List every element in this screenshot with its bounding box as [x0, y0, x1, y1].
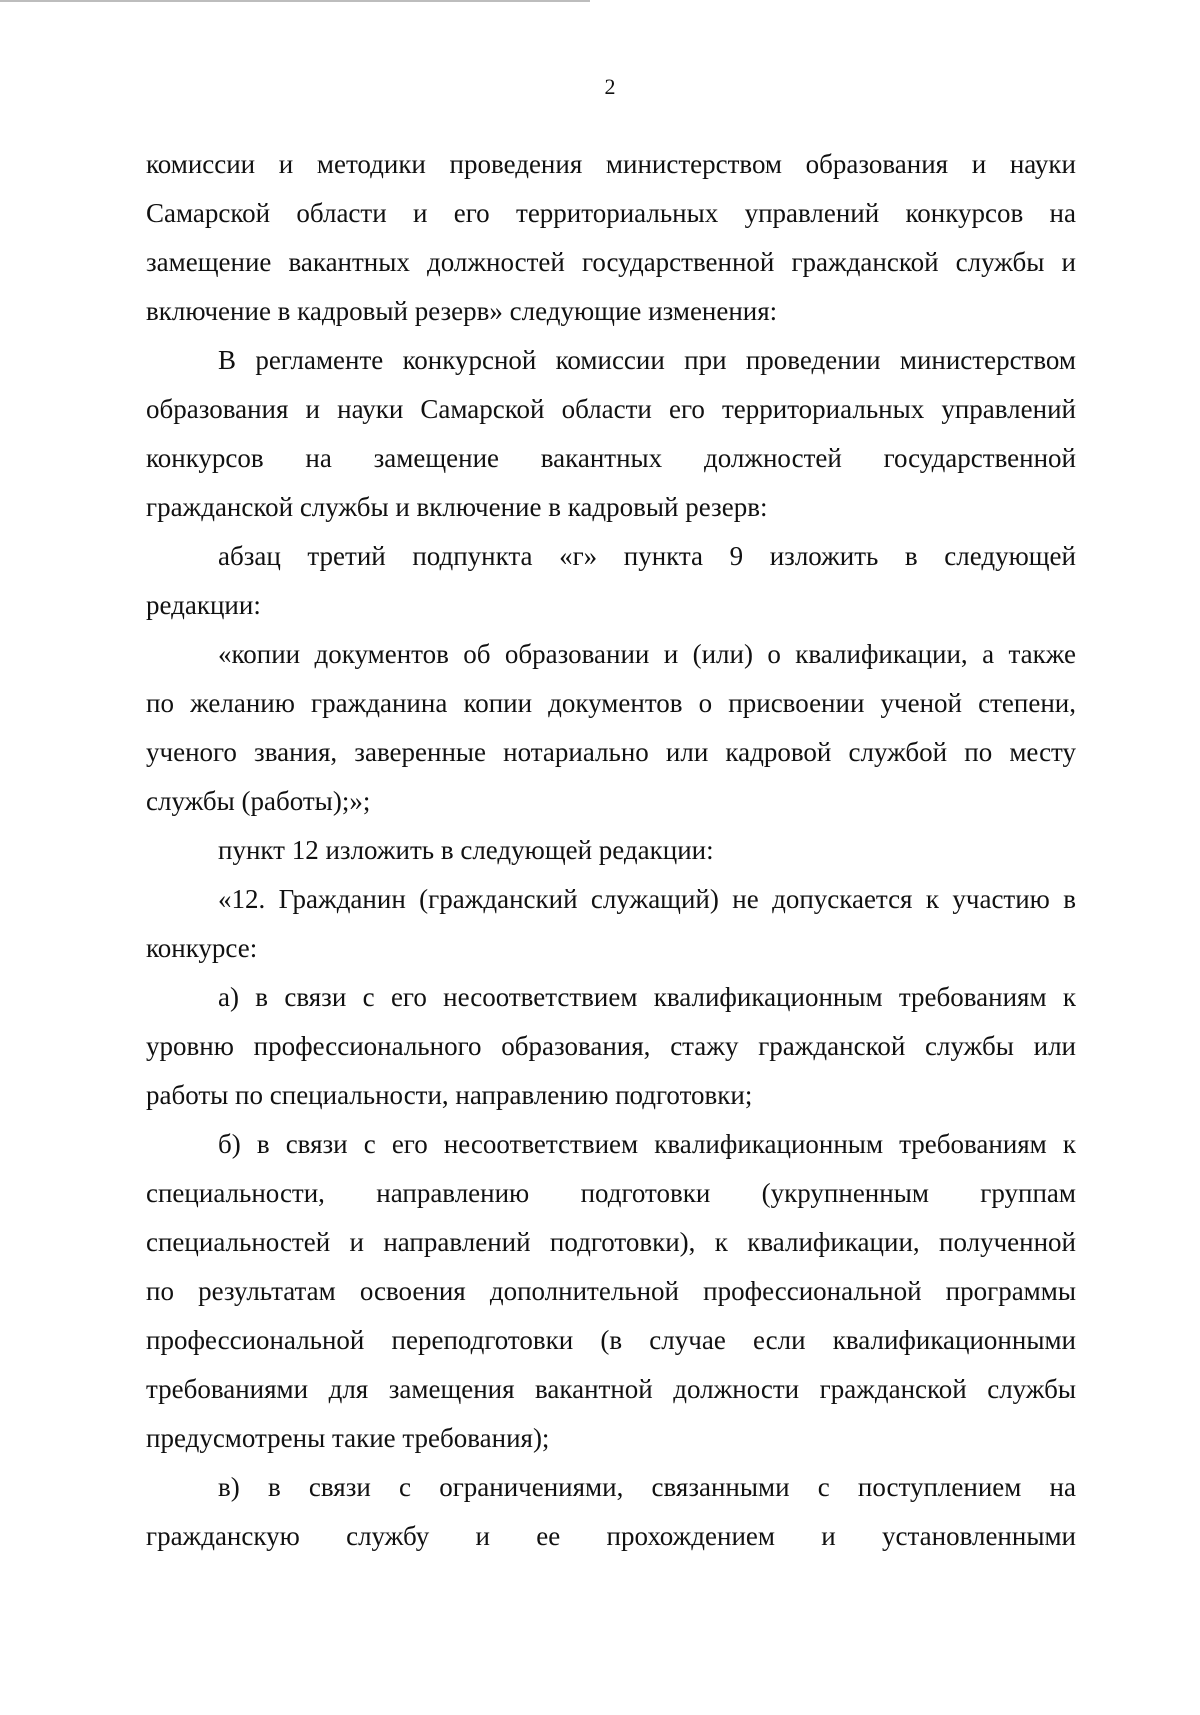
text-line: уровню профессионального образования, стажу гражданской службы или	[146, 1031, 1076, 1061]
text-line: замещение вакантных должностей государственной гражданской службы и	[146, 247, 1076, 277]
text-line: «копии документов об образовании и (или) о квалификации, а также	[218, 639, 1076, 669]
text-line: В регламенте конкурсной комиссии при проведении министерством	[218, 345, 1076, 375]
text-line: специальности, направлению подготовки (укрупненным группам	[146, 1178, 1076, 1208]
text-line: «12. Гражданин (гражданский служащий) не допускается к участию в	[218, 884, 1076, 914]
text-line: комиссии и методики проведения министерством образования и науки	[146, 149, 1076, 179]
scan-edge-line	[0, 0, 590, 2]
text-line: службы (работы);»;	[146, 786, 371, 816]
text-line: конкурсов на замещение вакантных должностей государственной	[146, 443, 1076, 473]
text-line: профессиональной переподготовки (в случае если квалификационными	[146, 1325, 1076, 1355]
text-line: Самарской области и его территориальных управлений конкурсов на	[146, 198, 1076, 228]
text-line: пункт 12 изложить в следующей редакции:	[218, 835, 714, 865]
text-line: б) в связи с его несоответствием квалификационным требованиям к	[218, 1129, 1076, 1159]
text-line: абзац третий подпункта «г» пункта 9 изложить в следующей	[218, 541, 1076, 571]
text-line: конкурсе:	[146, 933, 258, 963]
text-line: в) в связи с ограничениями, связанными с поступлением на	[218, 1472, 1076, 1502]
text-line: по желанию гражданина копии документов о присвоении ученой степени,	[146, 688, 1076, 718]
text-line: по результатам освоения дополнительной профессиональной программы	[146, 1276, 1076, 1306]
text-line: гражданской службы и включение в кадровый резерв:	[146, 492, 768, 522]
text-line: а) в связи с его несоответствием квалификационным требованиям к	[218, 982, 1076, 1012]
text-line: специальностей и направлений подготовки), к квалификации, полученной	[146, 1227, 1076, 1257]
text-line: гражданскую службу и ее прохождением и установленными	[146, 1521, 1076, 1551]
text-line: редакции:	[146, 590, 261, 620]
text-line: включение в кадровый резерв» следующие изменения:	[146, 296, 778, 326]
text-line: требованиями для замещения вакантной должности гражданской службы	[146, 1374, 1076, 1404]
page-number: 2	[604, 74, 616, 99]
text-line: ученого звания, заверенные нотариально или кадровой службой по месту	[146, 737, 1076, 767]
text-line: работы по специальности, направлению подготовки;	[146, 1080, 753, 1110]
document-body	[146, 140, 1076, 1561]
text-line: образования и науки Самарской области его территориальных управлений	[146, 394, 1076, 424]
text-line: предусмотрены такие требования);	[146, 1423, 550, 1453]
